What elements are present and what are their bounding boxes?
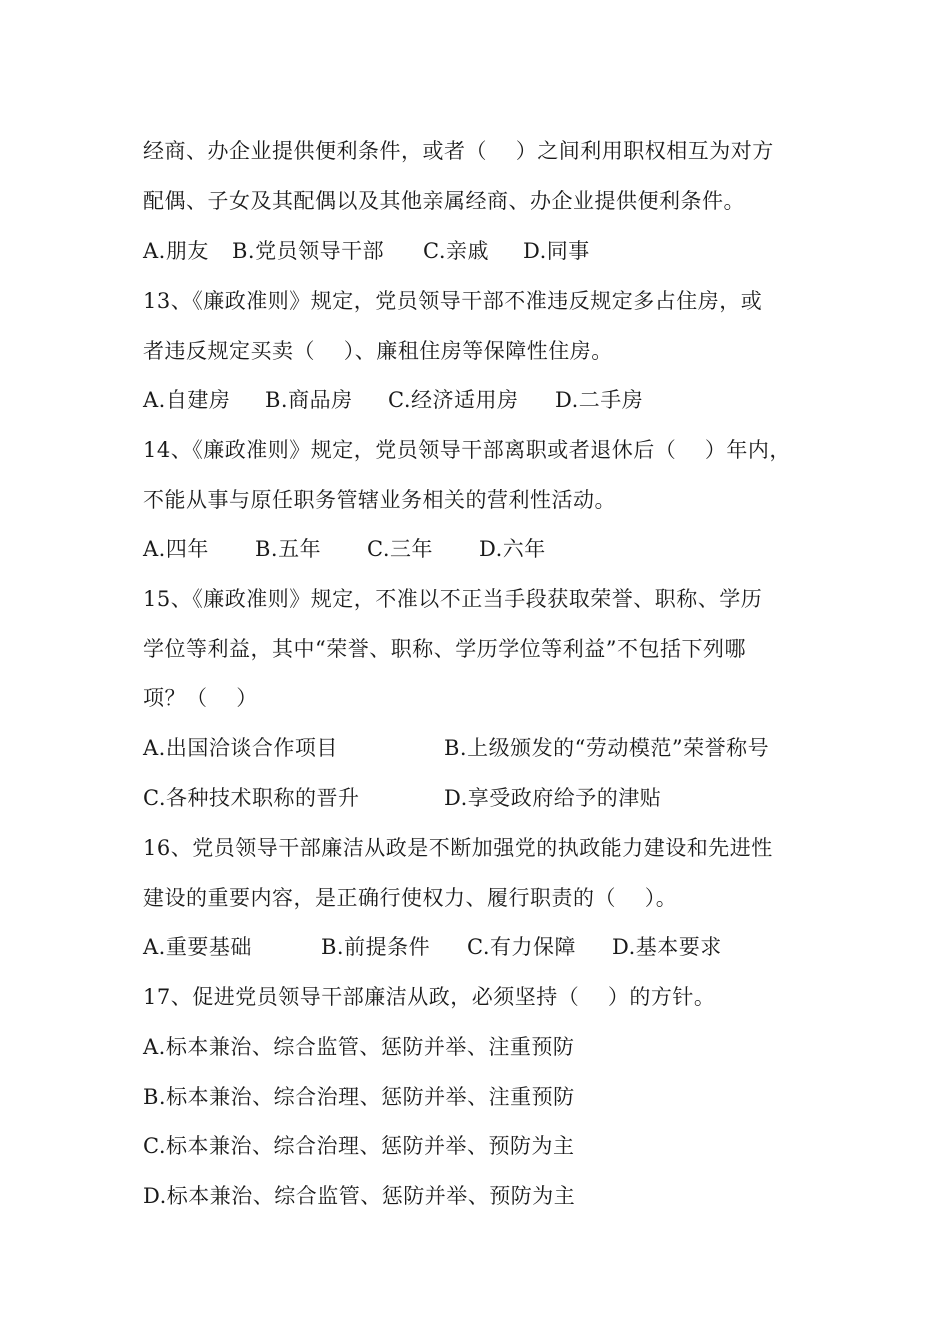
q17-text-line-1: 17、促进党员领导干部廉洁从政，必须坚持（ ）的方针。 xyxy=(143,985,716,1009)
q16-option-c: C.有力保障 xyxy=(467,935,576,959)
q14-option-a: A.四年 xyxy=(143,537,209,561)
q14-text-line-2: 不能从事与原任职务管辖业务相关的营利性活动。 xyxy=(143,488,616,512)
q15-options-row-2 xyxy=(143,784,843,812)
q12-option-b: B.党员领导干部 xyxy=(232,239,385,263)
q12-options xyxy=(143,237,843,265)
q16-option-a: A.重要基础 xyxy=(143,935,252,959)
q16-options xyxy=(143,933,843,961)
q14-option-c: C.三年 xyxy=(367,537,433,561)
q15-text-line-1: 15、《廉政准则》规定，不准以不正当手段获取荣誉、职称、学历 xyxy=(143,587,763,611)
q16-text-line-1: 16、党员领导干部廉洁从政是不断加强党的执政能力建设和先进性 xyxy=(143,836,773,860)
q16-option-b: B.前提条件 xyxy=(321,935,431,959)
q13-text-line-1: 13、《廉政准则》规定，党员领导干部不准违反规定多占住房，或 xyxy=(143,289,763,313)
q15-options-row-1 xyxy=(143,734,843,762)
q14-option-b: B.五年 xyxy=(255,537,322,561)
q12-text-line-2: 配偶、子女及其配偶以及其他亲属经商、办企业提供便利条件。 xyxy=(143,189,745,213)
q16-option-d: D.基本要求 xyxy=(612,935,722,959)
q15-option-d: D.享受政府给予的津贴 xyxy=(444,786,662,810)
q15-text-line-2: 学位等利益，其中“荣誉、职称、学历学位等利益”不包括下列哪 xyxy=(143,637,746,661)
q15-option-c: C.各种技术职称的晋升 xyxy=(143,786,360,810)
q12-option-c: C.亲戚 xyxy=(423,239,489,263)
q17-option-a: A.标本兼治、综合监管、惩防并举、注重预防 xyxy=(143,1035,575,1059)
q14-option-d: D.六年 xyxy=(479,537,546,561)
q13-option-c: C.经济适用房 xyxy=(388,388,519,412)
q17-option-d: D.标本兼治、综合监管、惩防并举、预防为主 xyxy=(143,1184,576,1208)
q12-option-d: D.同事 xyxy=(523,239,590,263)
q13-option-a: A.自建房 xyxy=(143,388,231,412)
q12-option-a: A.朋友 xyxy=(143,239,209,263)
q13-options xyxy=(143,386,843,414)
q15-text-line-3: 项？（ ） xyxy=(143,686,258,710)
q16-text-line-2: 建设的重要内容，是正确行使权力、履行职责的（ ）。 xyxy=(143,886,678,910)
q13-text-line-2: 者违反规定买卖（ ）、廉租住房等保障性住房。 xyxy=(143,339,613,363)
q17-option-b: B.标本兼治、综合治理、惩防并举、注重预防 xyxy=(143,1085,575,1109)
q15-option-b: B.上级颁发的“劳动模范”荣誉称号 xyxy=(444,736,770,760)
q14-options xyxy=(143,535,843,563)
q14-text-line-1: 14、《廉政准则》规定，党员领导干部离职或者退休后（ ）年内， xyxy=(143,438,791,462)
q13-option-d: D.二手房 xyxy=(555,388,644,412)
q17-option-c: C.标本兼治、综合治理、惩防并举、预防为主 xyxy=(143,1134,575,1158)
q13-option-b: B.商品房 xyxy=(265,388,353,412)
q12-text-line-1: 经商、办企业提供便利条件，或者（ ）之间利用职权相互为对方 xyxy=(143,139,774,163)
q15-option-a: A.出国洽谈合作项目 xyxy=(143,736,338,760)
